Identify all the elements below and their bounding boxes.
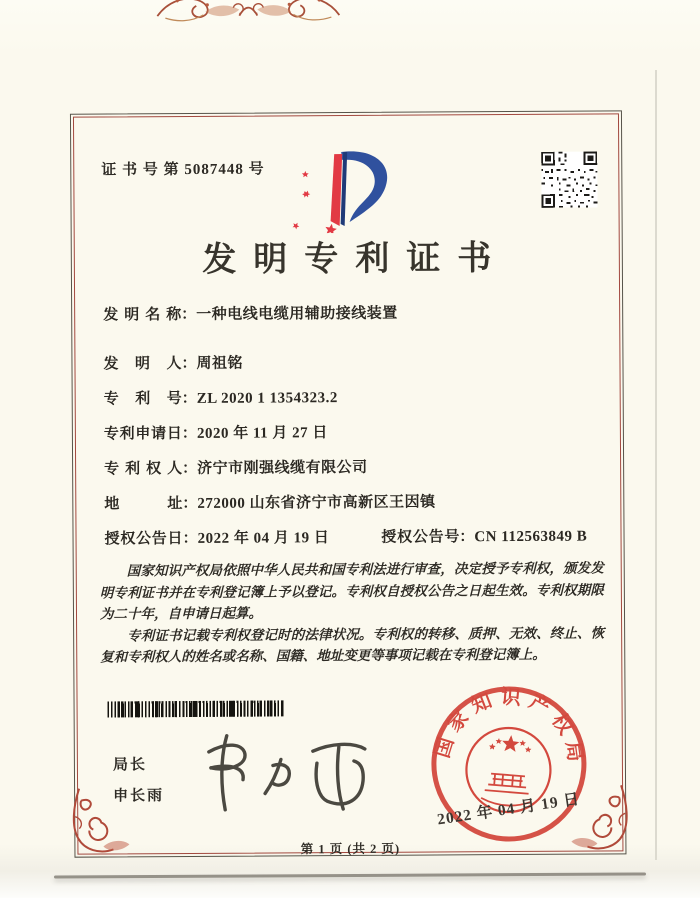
seal-ring-text: 国家知识产权局	[431, 686, 588, 770]
director-signature-handwriting	[193, 725, 390, 826]
certificate-border-frame	[70, 110, 627, 857]
field-grant-number: 授权公告号：CN 112563849 B	[381, 528, 588, 546]
field-label: 发明名称	[103, 307, 182, 324]
barcode	[108, 700, 284, 717]
field-grant-date: 授权公告日：2022 年 04 月 19 日	[104, 530, 330, 548]
director-name: 申长雨	[113, 788, 165, 805]
field-label: 发明人	[103, 356, 182, 373]
legal-text	[100, 557, 605, 668]
logo-stars	[291, 171, 337, 234]
field-value: ZL 2020 1 1354323.2	[196, 390, 338, 407]
qr-code-icon	[541, 151, 597, 207]
legal-paragraph-1: 国家知识产权局依照中华人民共和国专利法进行审查，决定授予专利权，颁发发明专利证书并在专利登记簿上予以登记。专利权自授权公告之日起生效。专利权期限为二十年，自申请日起算。	[99, 560, 604, 622]
cnipa-patent-logo-icon	[281, 147, 398, 234]
svg-text:国家知识产权局	[430, 680, 594, 772]
field-value: 272000 山东省济宁市高新区王因镇	[197, 494, 436, 512]
legal-paragraph-2: 专利证书记载专利权登记时的法律状况。专利权的转移、质押、无效、终止、恢复和专利权人的姓名或名称、国籍、地址变更等事项记载在专利登记簿上。	[100, 624, 605, 665]
field-value: 一种电线电缆用辅助接线装置	[196, 305, 398, 323]
field-label: 专利申请日	[103, 426, 182, 443]
field-address: 地址：272000 山东省济宁市高新区王因镇	[104, 491, 594, 516]
field-filing-date: 专利申请日：2020 年 11 月 27 日	[104, 421, 594, 446]
field-label: 专利号	[103, 391, 182, 408]
corner-ornament-bottom-left	[69, 786, 135, 858]
logo-blue-p	[341, 151, 387, 222]
corner-ornament-bottom-right	[565, 783, 631, 855]
field-label: 专利权人	[104, 461, 183, 478]
field-list	[103, 302, 594, 551]
top-ornament	[155, 0, 341, 30]
scan-right-edge	[655, 70, 657, 860]
seal-big-star	[501, 734, 519, 752]
field-inventor: 发明人：周祖铭	[103, 351, 593, 376]
field-value: 济宁市刚强线缆有限公司	[197, 459, 368, 477]
director-role: 局长	[112, 757, 147, 774]
field-grant-row	[104, 526, 594, 551]
field-label: 地址	[104, 496, 183, 513]
page-number: 第 1 页 (共 2 页)	[300, 841, 401, 857]
ornament-center-peak	[239, 8, 257, 16]
field-value: 2020 年 11 月 27 日	[196, 425, 328, 442]
seal-date-stamp: 2022 年 04 月 19 日	[436, 790, 581, 829]
field-value: 周祖铭	[196, 355, 244, 372]
field-patent-number: 专利号：ZL 2020 1 1354323.2	[104, 386, 594, 411]
field-invention-name: 发明名称：一种电线电缆用辅助接线装置	[103, 302, 593, 327]
logo-red-wedge	[330, 154, 342, 226]
certificate-title: 发明专利证书	[202, 240, 509, 279]
field-patentee: 专利权人：济宁市刚强线缆有限公司	[104, 456, 594, 481]
certificate-number: 证 书 号 第 5087448 号	[101, 161, 265, 179]
